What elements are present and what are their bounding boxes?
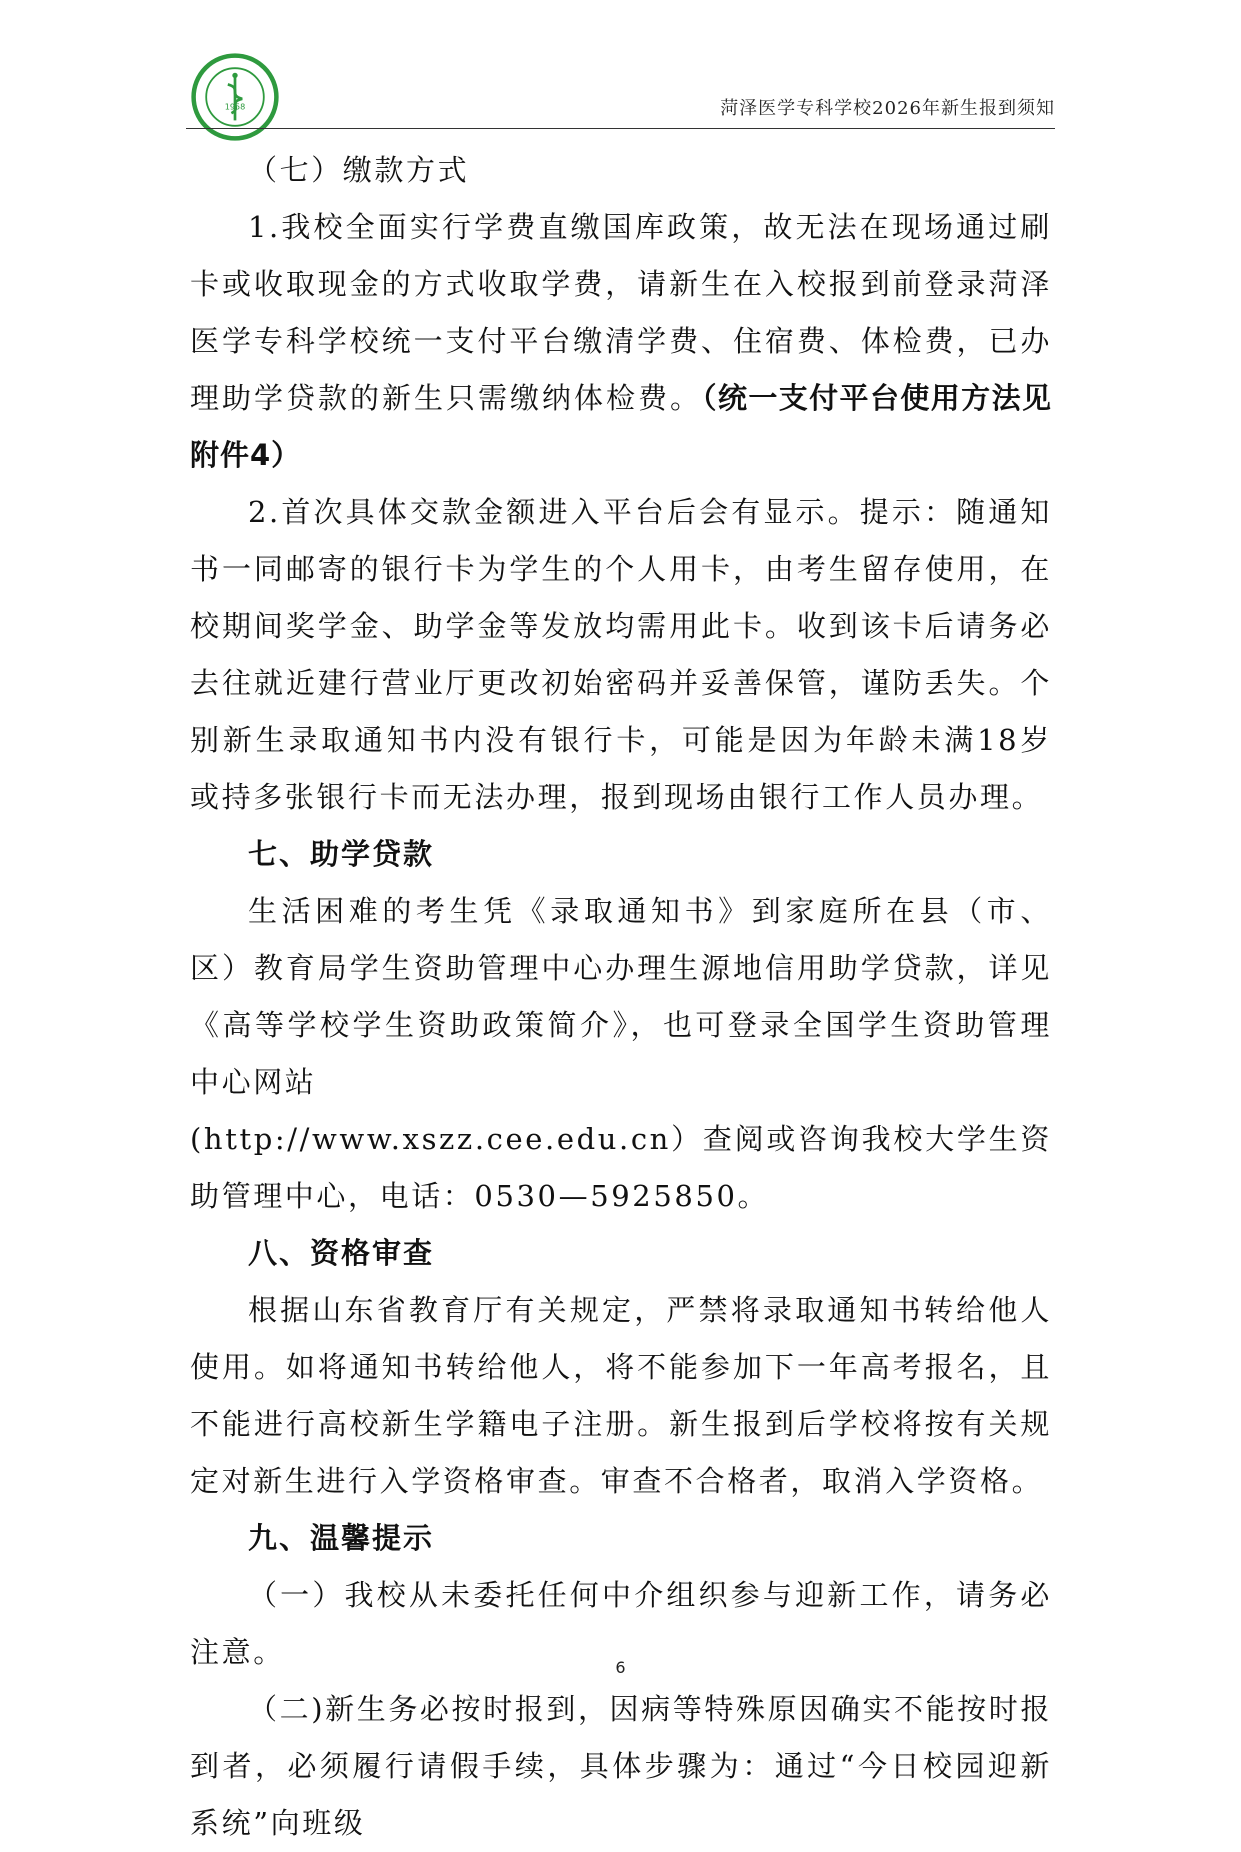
payment-paragraph-2: 2.首次具体交款金额进入平台后会有显示。提示：随通知书一同邮寄的银行卡为学生的个人用卡，由考生留存使用，在校期间奖学金、助学金等发放均需用此卡。收到该卡后请务必去往就近建行营业厅更改初始密码并妥善保管，谨防丢失。个别新生录取通知书内没有银行卡，可能是因为年龄未满18岁或持多张银行卡而无法办理，报到现场由银行工作人员办理。: [190, 495, 1052, 814]
review-heading: 八、资格审查: [248, 1236, 435, 1270]
payment-attachment-note: （统一支付平台使用方法见附件4）: [190, 381, 1052, 472]
tips-paragraph-1: （一）我校从未委托任何中介组织参与迎新工作，请务必注意。: [190, 1578, 1052, 1669]
page-number: 6: [615, 1658, 626, 1677]
header-title: 菏泽医学专科学校2026年新生报到须知: [720, 98, 1055, 119]
tips-paragraph-2: （二)新生务必按时报到，因病等特殊原因确实不能按时报到者，必须履行请假手续，具体步骤为：通过“今日校园迎新系统”向班级: [190, 1692, 1052, 1840]
payment-heading: （七）缴款方式: [248, 153, 470, 187]
loan-heading: 七、助学贷款: [248, 837, 435, 871]
loan-paragraph-1: 生活困难的考生凭《录取通知书》到家庭所在县（市、区）教育局学生资助管理中心办理生源地信用助学贷款，详见《高等学校学生资助政策简介》，也可登录全国学生资助管理中心网站: [190, 894, 1052, 1099]
tips-heading: 九、温馨提示: [248, 1521, 435, 1555]
loan-paragraph-2: (http://www.xszz.cee.edu.cn）查阅或咨询我校大学生资助管理中心，电话：0530—5925850。: [190, 1122, 1052, 1213]
header-divider: [186, 128, 1055, 129]
logo-year: 1958: [224, 101, 246, 112]
document-body: [190, 142, 1052, 1852]
payment-paragraph-1: 1.我校全面实行学费直缴国库政策，故无法在现场通过刷卡或收取现金的方式收取学费，请新生在入校报到前登录菏泽医学专科学校统一支付平台缴清学费、住宿费、体检费，已办理助学贷款的新生只需缴纳体检费。（统一支付平台使用方法见附件4）: [190, 210, 1052, 472]
review-paragraph: 根据山东省教育厅有关规定，严禁将录取通知书转给他人使用。如将通知书转给他人，将不能参加下一年高考报名，且不能进行高校新生学籍电子注册。新生报到后学校将按有关规定对新生进行入学资格审查。审查不合格者，取消入学资格。: [190, 1293, 1052, 1498]
